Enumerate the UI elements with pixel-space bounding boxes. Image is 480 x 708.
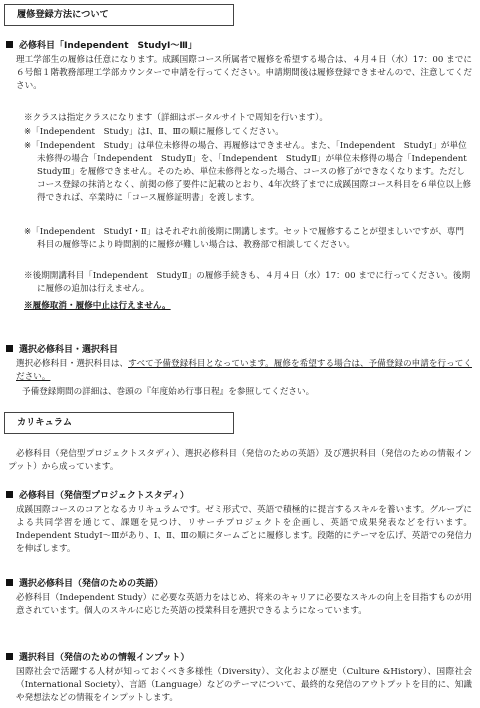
paragraph-project-study: 成蹊国際コースのコアとなるカリキュラムです。ゼミ形式で、英語で積極的に提言するスキルを養います。グループによる共同学習を通じて、課題を見つけ、リサーチプロジェクトを企画し、英語で成果発表などを行います。Independent StudyⅠ～Ⅲがあり、Ⅰ、Ⅱ、Ⅲの順にタームごとに履修します。段階的にテーマを広げ、英語での発信力を伸ばします。 bbox=[16, 505, 472, 554]
heading-english-for-communication: 選択必修科目（発信のための英語） bbox=[6, 578, 474, 591]
paragraph-information-input: 国際社会で活躍する人材が知っておくべき多様性（Diversity）、文化および歴史（Culture &History）、国際社会（International Society）、言語（Language）などのテーマについて、最終的な発信のアウトプットを目的に、知識や発想法などの情報をインプットします。 bbox=[16, 667, 472, 703]
note-semester: ※「Independent StudyⅠ・Ⅱ」はそれぞれ前後期に開講します。セットで履修することが望ましいですが、専門科目の履修等により時間割的に履修が難しい場合は、教務部で相談してください。 bbox=[24, 227, 464, 250]
square-bullet-icon bbox=[6, 491, 13, 498]
heading-project-study: 必修科目（発信型プロジェクトスタディ） bbox=[6, 490, 474, 503]
square-bullet-icon bbox=[6, 653, 13, 660]
paragraph-curriculum-intro: 必修科目（発信型プロジェクトスタディ）、選択必修科目（発信のための英語）及び選択科目（発信のための情報インプット）から成っています。 bbox=[8, 449, 472, 472]
section-title-registration bbox=[4, 4, 234, 26]
note-no-cancel: ※履修取消・履修中止は行えません。 bbox=[24, 301, 171, 311]
note-late-registration: ※後期開講科目「Independent StudyⅡ」の履修手続きも、４月４日（水）17：00 までに行ってください。後期に履修の追加は行えません。 bbox=[24, 271, 471, 294]
square-bullet-icon bbox=[6, 345, 13, 352]
paragraph-required-course: 理工学部生の履修は任意になります。成蹊国際コース所属者で履修を希望する場合は、４月４日（水）17：00 までに６号館１階教務部理工学部カウンターで申請を行ってください。申請期間後は履修登録できませんので、注意してください。 bbox=[16, 55, 472, 91]
square-bullet-icon bbox=[6, 579, 13, 586]
paragraph-preregistration-period: 予備登録期間の詳細は、巻頭の『年度始め行事日程』を参照してください。 bbox=[22, 387, 315, 397]
section-title-curriculum-text: カリキュラム bbox=[17, 417, 73, 428]
note-retake: ※「Independent Study」は単位未修得の場合、再履修はできません。また、「Independent StudyⅠ」が単位未修得の場合「Independent StudyⅡ」を、「Independent StudyⅡ」が単位未修得の場合「Independent StudyⅢ」を履修できません。そのため、単位未修得となった場合、コースの修了ができなくなります。ただしコース登録の抹消となく、前掲の修了要件に記載のとおり、4年次終了までに成蹊国際コース科目を６単位以上修得できれば、卒業時に「コース履修証明書」を渡します。 bbox=[24, 141, 476, 203]
heading-information-input: 選択科目（発信のための情報インプット） bbox=[6, 652, 474, 665]
section-title-registration-text: 履修登録方法について bbox=[17, 9, 109, 20]
square-bullet-icon bbox=[6, 41, 13, 48]
note-order: ※「Independent Study」はⅠ、Ⅱ、Ⅲの順に履修してください。 bbox=[24, 127, 284, 137]
paragraph-elective-required: 選択必修科目・選択科目は、すべて予備登録科目となっています。履修を希望する場合は、予備登録の申請を行ってください。 bbox=[16, 359, 472, 382]
heading-elective-required: 選択必修科目・選択科目 bbox=[6, 344, 474, 357]
section-title-curriculum bbox=[4, 412, 234, 434]
note-class: ※クラスは指定クラスになります（詳細はポータルサイトで周知を行います）。 bbox=[24, 113, 328, 123]
paragraph-english-for-communication: 必修科目（Independent Study）に必要な英語力をはじめ、将来のキャリアに必要なスキルの向上を目指すものが用意されています。個人のスキルに応じた英語の授業科目を選択できるようになっています。 bbox=[16, 593, 472, 616]
heading-required-course: 必修科目「Independent StudyⅠ～Ⅲ」 bbox=[6, 40, 474, 53]
